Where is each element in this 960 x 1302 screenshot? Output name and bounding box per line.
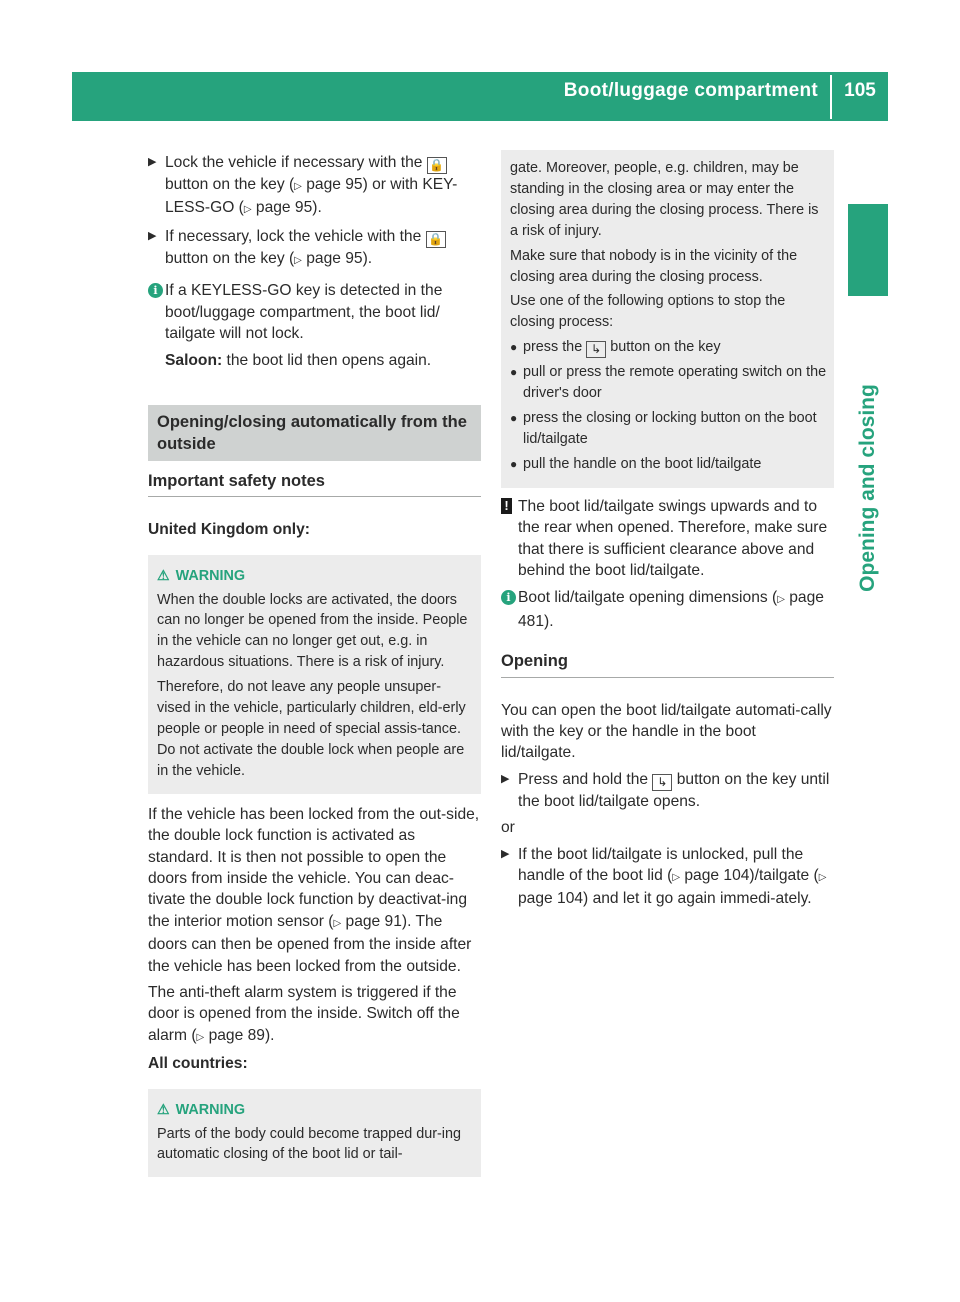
- page-ref-arrow-icon: ▷: [243, 204, 252, 216]
- paragraph: You can open the boot lid/tailgate automati-cally with the key or the handle in the boot lid/tailgate.: [501, 701, 832, 762]
- step-arrow-icon: ▶: [501, 847, 510, 860]
- info-icon: i: [501, 590, 516, 605]
- page-ref-arrow-icon: ▷: [818, 872, 827, 884]
- bullet-icon: ●: [510, 411, 518, 426]
- info-icon: i: [148, 283, 163, 298]
- page-header: [72, 72, 888, 121]
- bullet-icon: ●: [510, 340, 518, 355]
- uk-label: United Kingdom only:: [148, 521, 310, 539]
- bullet-icon: ●: [510, 456, 518, 471]
- page-ref-arrow-icon: ▷: [294, 181, 302, 192]
- side-tab-block: [848, 204, 888, 296]
- warning-triangle-icon: ⚠: [157, 566, 170, 583]
- side-tab-label: Opening and closing: [856, 384, 879, 592]
- warning-box-continued: gate. Moreover, people, e.g. children, may be standing in the closing area or may enter the closing area during the closing process. There is a risk of injury. Make sure that nobody is in the vicinity of the closing area during the closing process. Use one of the following options to stop the closing process: ● press the ↳ button on the key ● pull or press the remote operating switch on the driver's door ● press the closing or locking button on the boot lid/tailgate ● pull the handle on the boot lid/tailgate: [501, 150, 834, 488]
- step-arrow-icon: ▶: [501, 772, 510, 785]
- lock-icon: 🔒: [426, 231, 446, 248]
- page-ref-arrow-icon: ▷: [672, 872, 681, 884]
- step-arrow-icon: ▶: [148, 229, 157, 242]
- warning-box: ⚠ WARNING Parts of the body could become trapped dur-ing automatic closing of the boot lid or tail-: [148, 1089, 481, 1178]
- saloon-note: Saloon: the boot lid then opens again.: [165, 352, 432, 370]
- exclamation-icon: !: [501, 498, 512, 514]
- page-ref-arrow-icon: ▷: [294, 254, 302, 266]
- header-title: Boot/luggage compartment: [563, 80, 818, 101]
- page-ref-arrow-icon: ▷: [777, 594, 785, 606]
- caution-note: ! The boot lid/tailgate swings upwards and to the rear when opened. Therefore, make sure that there is sufficient clearance above and behind the boot lid/tailgate.: [501, 496, 834, 582]
- bullet-icon: ●: [510, 365, 518, 380]
- boot-icon: ↳: [586, 341, 606, 358]
- list-item: ▶ Press and hold the ↳ button on the key until the boot lid/tailgate opens.: [501, 770, 830, 810]
- page-ref-arrow-icon: ▷: [196, 1031, 205, 1043]
- lock-icon: 🔒: [427, 157, 447, 174]
- info-note: i Boot lid/tailgate opening dimensions (▷ page 481).: [501, 587, 834, 632]
- list-item: ▶ If the boot lid/tailgate is unlocked, pull the handle of the boot lid (▷ page 104)/tailgate (▷ page 104) and let it go again immedi-ately.: [501, 845, 827, 908]
- page-ref-arrow-icon: ▷: [333, 917, 342, 929]
- paragraph: The anti-theft alarm system is triggered if the door is opened from the inside. Switch off the alarm (▷ page 89).: [148, 983, 460, 1044]
- all-countries-label: All countries:: [148, 1055, 248, 1073]
- subheading: Important safety notes: [148, 471, 481, 497]
- step-arrow-icon: ▶: [148, 156, 157, 168]
- info-note: i If a KEYLESS-GO key is detected in the boot/luggage compartment, the boot lid/ tailgate will not lock.: [148, 280, 481, 344]
- boot-icon: ↳: [652, 774, 672, 791]
- section-heading: Opening/closing automatically from the outside: [148, 405, 481, 461]
- list-item: ● pull or press the remote operating switch on the driver's door: [510, 364, 827, 402]
- list-item: ● pull the handle on the boot lid/tailgate: [510, 454, 828, 475]
- subheading: Opening: [501, 651, 834, 677]
- paragraph: If the vehicle has been locked from the out-side, the double lock function is activated as standard. It is then not possible to open the doors from inside the vehicle. You can deac-tivate the double lock function by deactivat-ing the interior motion sensor (▷ page 91). The doors can then be opened from the inside after the vehicle has been locked from the outside.: [148, 805, 480, 975]
- list-item: ▶ If necessary, lock the vehicle with the 🔒 button on the key (▷ page 95).: [148, 226, 481, 271]
- list-item: ● press the closing or locking button on the boot lid/tailgate: [510, 410, 817, 447]
- warning-box: ⚠ WARNING When the double locks are activated, the doors can no longer be opened from the inside. People in the vehicle can no longer get out, e.g. in hazardous situations. There is a risk of injury. Therefore, do not leave any people unsuper-vised in the vehicle, particularly children, eld-erly people or people in need of special assis-tance. Do not activate the double lock when people are in the vehicle.: [148, 555, 481, 794]
- list-item: ▶ Lock the vehicle if necessary with the 🔒 button on the key (▷ page 95) or with KEY-LESS-GO (▷ page 95).: [148, 154, 458, 217]
- right-column: [501, 150, 834, 915]
- list-item: ● press the ↳ button on the key: [510, 339, 721, 357]
- or-text: or: [501, 819, 515, 837]
- warning-triangle-icon: ⚠: [157, 1100, 170, 1117]
- left-column: [148, 152, 481, 1187]
- page-number: 105: [844, 80, 876, 101]
